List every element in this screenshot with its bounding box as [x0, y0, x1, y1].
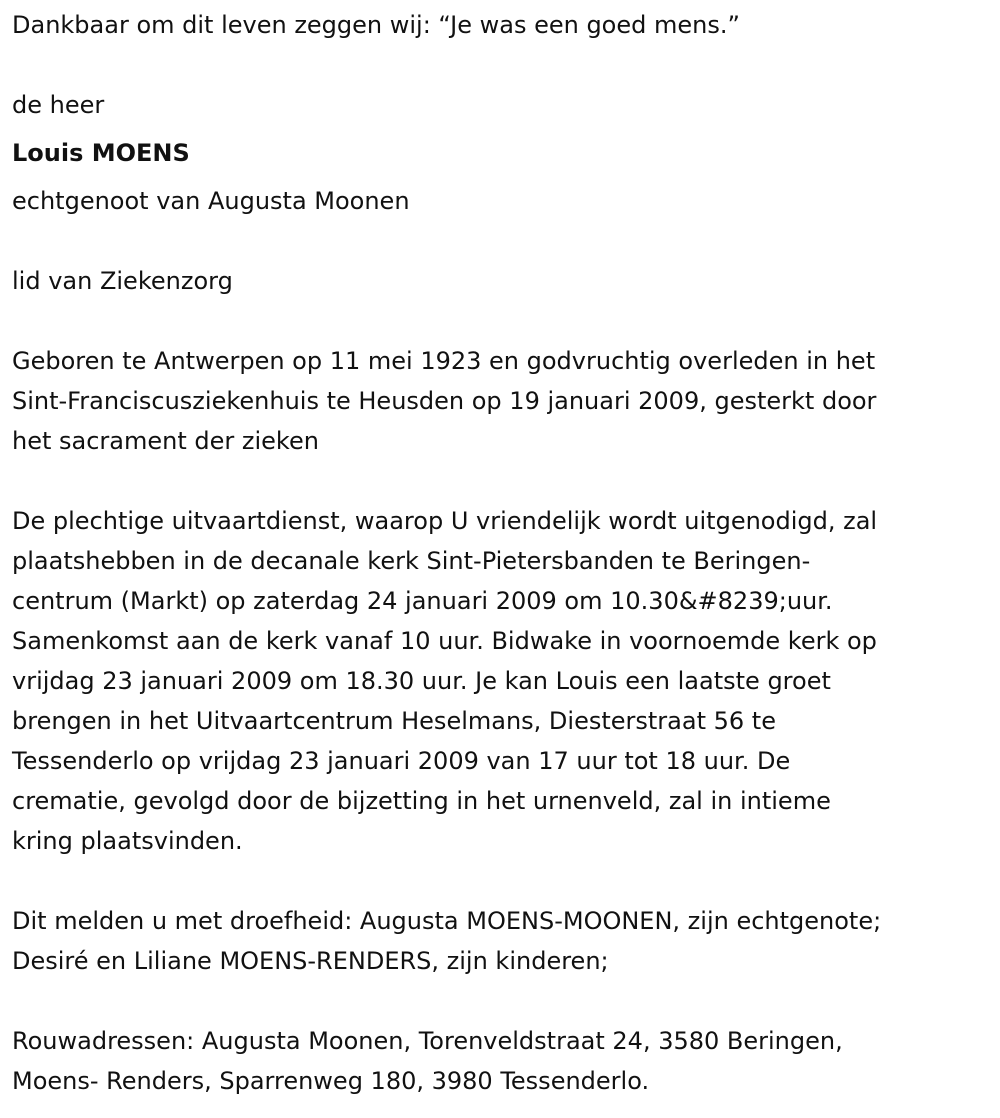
- intro-quote: Dankbaar om dit leven zeggen wij: “Je was een goed mens.”: [12, 11, 740, 39]
- service-line: vrijdag 23 januari 2009 om 18.30 uur. Je kan Louis een laatste groet: [12, 667, 831, 695]
- spouse-line: echtgenoot van Augusta Moonen: [12, 187, 410, 215]
- service-line: Tessenderlo op vrijdag 23 januari 2009 van 17 uur tot 18 uur. De: [12, 747, 791, 775]
- birth-death-line: het sacrament der zieken: [12, 427, 319, 455]
- birth-death-line: Sint-Franciscusziekenhuis te Heusden op 19 januari 2009, gesterkt door: [12, 387, 877, 415]
- service-line: Samenkomst aan de kerk vanaf 10 uur. Bidwake in voornoemde kerk op: [12, 627, 877, 655]
- birth-death-line: Geboren te Antwerpen op 11 mei 1923 en godvruchtig overleden in het: [12, 347, 876, 375]
- announcement-line: Desiré en Liliane MOENS-RENDERS, zijn kinderen;: [12, 947, 609, 975]
- service-line: De plechtige uitvaartdienst, waarop U vriendelijk wordt uitgenodigd, zal: [12, 507, 878, 535]
- service-line: plaatshebben in de decanale kerk Sint-Pietersbanden te Beringen-: [12, 547, 811, 575]
- service-line: crematie, gevolgd door de bijzetting in het urnenveld, zal in intieme: [12, 787, 831, 815]
- service-line: centrum (Markt) op zaterdag 24 januari 2009 om 10.30&#8239;uur.: [12, 587, 833, 615]
- address-line: Moens- Renders, Sparrenweg 180, 3980 Tessenderlo.: [12, 1067, 650, 1095]
- announcement-line: Dit melden u met droefheid: Augusta MOENS-MOONEN, zijn echtgenote;: [12, 907, 882, 935]
- address-line: Rouwadressen: Augusta Moonen, Torenveldstraat 24, 3580 Beringen,: [12, 1027, 843, 1055]
- service-line: kring plaatsvinden.: [12, 827, 243, 855]
- membership-line: lid van Ziekenzorg: [12, 267, 233, 295]
- service-line: brengen in het Uitvaartcentrum Heselmans, Diesterstraat 56 te: [12, 707, 776, 735]
- salutation: de heer: [12, 91, 105, 119]
- deceased-name: Louis MOENS: [12, 139, 190, 167]
